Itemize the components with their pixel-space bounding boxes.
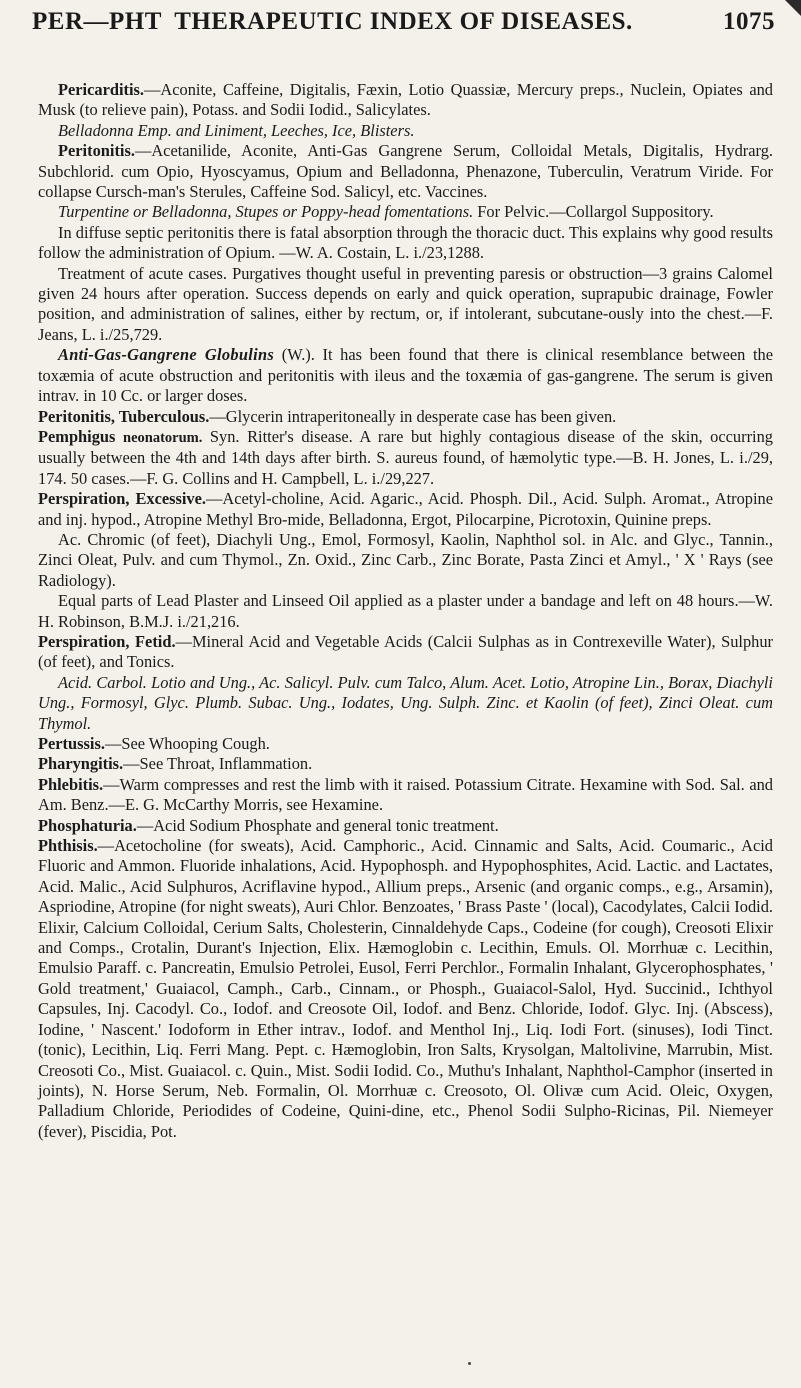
entry-pemphigus: Pemphigus neonatorum. Syn. Ritter's disease. A rare but highly contagious disease of the skin, occurring usually between the 4th and 14th days after birth. S. aureus found, of hæmolytic type.—B. H. Jones, L. i./29, 174. 50 cases.—F. G. Collins and H. Campbell, L. i./29,227. xyxy=(38,426,773,488)
entry-peritonitis-note-1: In diffuse septic peritonitis there is fatal absorption through the thoracic duct. This explains why good results follow the administration of Opium. —W. A. Costain, L. i./23,1288. xyxy=(38,222,773,263)
page-corner-mark xyxy=(785,0,801,16)
entry-perspiration-fetid: Perspiration, Fetid.—Mineral Acid and Vegetable Acids (Calcii Sulphas as in Contrexeville Water), Sulphur (of feet), and Tonics. xyxy=(38,631,774,672)
entry-pharyngitis: Pharyngitis.—See Throat, Inflammation. xyxy=(38,754,313,774)
entry-anti-gas-gangrene-globulins: Anti-Gas-Gangrene Globulins (W.). It has been found that there is clinical resemblance between the toxæmia of acute obstruction and peritonitis with ileus and the toxæmia of gas-gangrene. The serum is given intrav. in 10 Cc. or larger doses. xyxy=(38,345,774,406)
running-header xyxy=(32,8,775,48)
entry-pericarditis: Pericarditis.—Aconite, Caffeine, Digitalis, Fæxin, Lotio Quassiæ, Mercury preps., Nuclein, Opiates and Musk (to relieve pain), Potass. and Sodii Iodid., Salicylates. xyxy=(38,80,773,120)
header-title: THERAPEUTIC INDEX OF DISEASES. xyxy=(174,8,633,35)
entry-phlebitis: Phlebitis.—Warm compresses and rest the limb with it raised. Potassium Citrate. Hexamine with Sod. Sal. and Am. Benz.—E. G. McCarthy Morris, see Hexamine. xyxy=(38,774,773,815)
header-section-range: PER—PHT xyxy=(32,8,162,35)
entry-phthisis: Phthisis.—Acetocholine (for sweats), Acid. Camphoric., Acid. Cinnamic and Salts, Acid. Coumaric., Acid Fluoric and Ammon. Fluoride inhalations, Acid. Hypophosph. and Hypophosphites, Acid. Lactic. and Lactates, Acid. Malic., Acid Sulphuros, Acriflavine hypod., Allium preps., Arsenic (and organic comps., e.g., Arsamin), Aspriodine, Atropine (for night sweats), Auri Chlor. Benzoates, ' Brass Paste ' (local), Cacodylates, Calcii Iodid. Elixir, Calcium Colloidal, Cerium Salts, Cholesterin, Cinnaldehyde Caps., Codeine (for cough), Creosoti Elixir and Comps., Crotalin, Durant's Injection, Elix. Hæmoglobin c. Lecithin, Emuls. Ol. Morrhuæ c. Lecithin, Emulsio Paraff. c. Pancreatin, Emulsio Petrolei, Eusol, Ferri Perchlor., Formalin Inhalant, Glycerophosphates, ' Gold treatment,' Guaiacol, Camph., Carb., Cinnam., or Phosph., Guaiacol-Salol, Hyd. Succinid., Ichthyol Capsules, Inj. Cacodyl. Co., Iodof. and Creosote Oil, Iodof. and Benz. Chloride, Iodof. Glyc. Inj. (Abscess), Iodine, ' Nascent.' Iodoform in Ether intrav., Iodof. and Menthol Inj., Liq. Iodi Fort. (sinuses), Iodi Tinct. (tonic), Lecithin, Liq. Ferri Mang. Pept. c. Hæmoglobin, Iron Salts, Krysolgan, Maltolivine, Marrubin, Mist. Creosoti Co., Mist. Guaiacol. c. Quin., Mist. Sodii Iodid. Co., Muthu's Inhalant, Naphthol-Camphor (inserted in joints), N. Horse Serum, Neb. Formalin, Ol. Morrhuæ c. Creosoto, Ol. Olivæ cum Acid. Oleic, Oxygen, Palladium Chloride, Periodides of Codeine, Quini-dine, etc., Phenol Sodii Sulpho-Ricinas, Pil. Niemeyer (fever), Piscidia, Pot. xyxy=(38,836,773,1141)
entry-perspiration-fetid-external: Acid. Carbol. Lotio and Ung., Ac. Salicyl. Pulv. cum Talco, Alum. Acet. Lotio, Atropine Lin., Borax, Diachyli Ung., Formosyl, Glyc. Plumb. Subac. Ung., Iodates, Ung. Sulph. Zinc. et Kaolin (of feet), Zinci Oleat. cum Thymol. xyxy=(38,672,773,733)
entry-peritonitis-note-2: Treatment of acute cases. Purgatives thought useful in preventing paresis or obstruction—3 grains Calomel given 24 hours after operation. Success depends on early and quick operation, suprapubic drainage, Fowler position, and administration of salines, either by rectum, or, if intolerant, subcutane-ously into the chest.—F. Jeans, L. i./25,729. xyxy=(38,263,773,344)
entry-pericarditis-external: Belladonna Emp. and Liniment, Leeches, Ice, Blisters. xyxy=(58,120,415,140)
index-entries xyxy=(38,80,773,1142)
header-page-number: 1075 xyxy=(723,8,775,35)
entry-peritonitis: Peritonitis.—Acetanilide, Aconite, Anti-Gas Gangrene Serum, Colloidal Metals, Digitalis, Hydrarg. Subchlorid. cum Opio, Hyoscyamus, Opium and Belladonna, Phenazone, Tuberculin, Veratrum Viride. For collapse Cursch-man's Sterules, Caffeine Sod. Salicyl, etc. Vaccines. xyxy=(38,141,773,202)
page-speck xyxy=(468,1362,471,1365)
entry-perspiration-excessive: Perspiration, Excessive.—Acetyl-choline, Acid. Agaric., Acid. Phosph. Dil., Acid. Sulph. Aromat., Atropine and inj. hypod., Atropine Methyl Bro-mide, Belladonna, Ergot, Pilocarpine, Picrotoxin, Quinine preps. xyxy=(38,489,774,529)
entry-peritonitis-external: Turpentine or Belladonna, Stupes or Poppy-head fomentations. For Pelvic.—Collargol Suppository. xyxy=(58,202,714,222)
entry-perspiration-excessive-external: Ac. Chromic (of feet), Diachyli Ung., Emol, Formosyl, Kaolin, Naphthol sol. in Alc. and Glyc., Tannin., Zinci Oleat, Pulv. and cum Thymol., Zn. Oxid., Zinc Carb., Zinc Borate, Pasta Zinci et Amyl., ' X ' Rays (see Radiology). xyxy=(38,529,773,590)
entry-phosphaturia: Phosphaturia.—Acid Sodium Phosphate and general tonic treatment. xyxy=(38,815,499,835)
entry-perspiration-excessive-note: Equal parts of Lead Plaster and Linseed Oil applied as a plaster under a bandage and left on 48 hours.—W. H. Robinson, B.M.J. i./21,216. xyxy=(38,591,773,631)
entry-pertussis: Pertussis.—See Whooping Cough. xyxy=(38,734,270,753)
entry-peritonitis-tuberculous: Peritonitis, Tuberculous.—Glycerin intraperitoneally in desperate case has been given. xyxy=(38,406,617,426)
